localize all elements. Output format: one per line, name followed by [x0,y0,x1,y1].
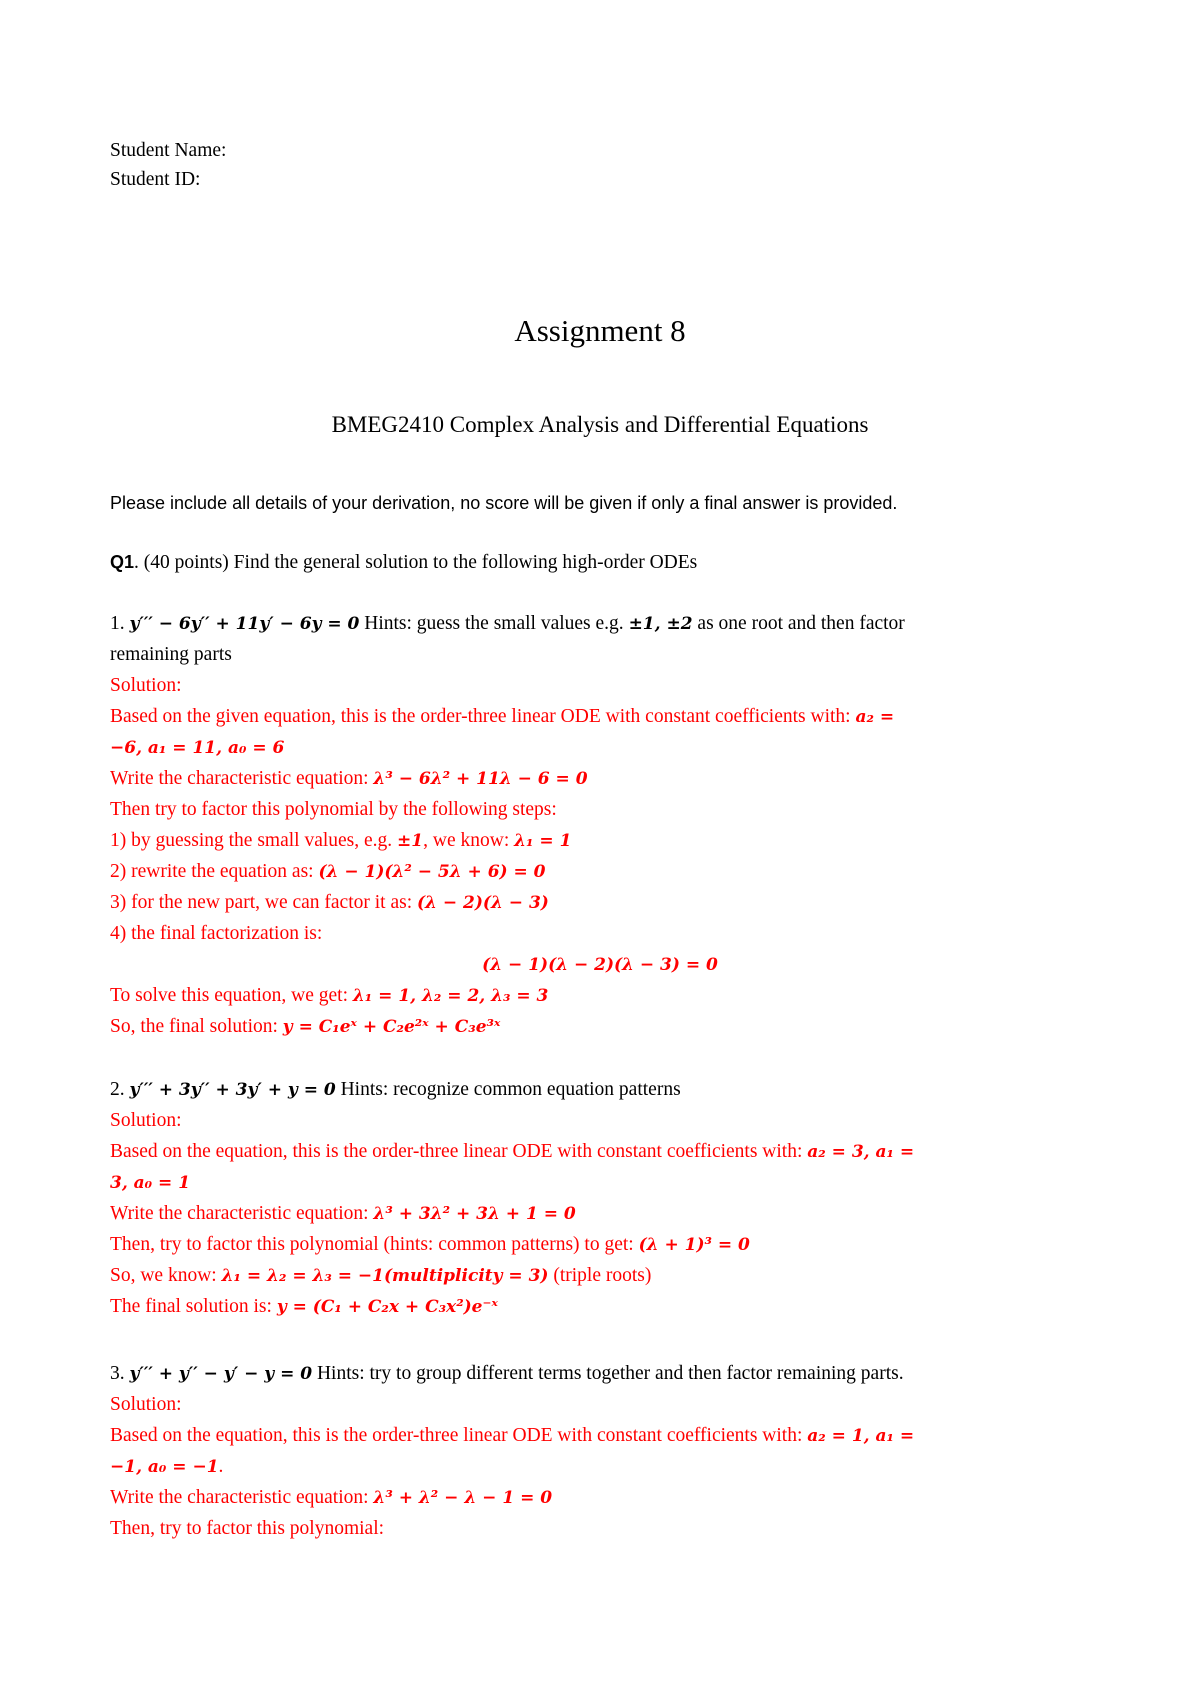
text: The final solution is: [110,1296,272,1317]
text: So, the final solution: [110,1016,278,1037]
problem-1-solution-label: Solution: [110,675,182,696]
problem-1-final-solution [110,1015,500,1039]
problem-1-number: 1. [110,613,125,634]
student-id-label: Student ID: [110,169,201,190]
problem-3-solution-line-1b [110,1455,223,1479]
problem-3-hint: Hints: try to group different terms together and then factor remaining parts. [316,1363,904,1384]
text: Write the characteristic equation: [110,768,369,789]
problem-2-solution-label: Solution: [110,1110,182,1131]
problem-2-solution-line-3 [110,1233,750,1257]
math: y = (C₁ + C₂x + C₃x²)e⁻ˣ [276,1297,498,1317]
math: 3, a₀ = 1 [110,1173,191,1193]
math: λ³ + λ² − λ − 1 = 0 [373,1488,553,1508]
problem-3-equation: y′′′ + y′′ − y′ − y = 0 [129,1364,313,1384]
course-title: BMEG2410 Complex Analysis and Differential Equations [331,412,869,437]
text: , we know: [423,830,510,851]
text: Based on the equation, this is the order-three linear ODE with constant coefficients with: [110,1425,803,1446]
problem-3-solution-line-3: Then, try to factor this polynomial: [110,1518,385,1539]
q1-heading [110,550,697,575]
math: a₂ = 3, a₁ = [807,1142,915,1162]
text: Based on the given equation, this is the order-three linear ODE with constant coefficients with: [110,706,851,727]
math: y = C₁eˣ + C₂e²ˣ + C₃e³ˣ [282,1017,501,1037]
text: 2) rewrite the equation as: [110,861,314,882]
problem-2-solution-line-2 [110,1202,576,1226]
math: λ³ + 3λ² + 3λ + 1 = 0 [373,1204,576,1224]
math: −6, a₁ = 11, a₀ = 6 [110,738,285,758]
problem-2-final-solution [110,1295,498,1319]
problem-3-solution-label: Solution: [110,1394,182,1415]
q1-intro: . (40 points) Find the general solution to the following high-order ODEs [134,552,698,573]
problem-2-solution-line-4 [110,1264,651,1288]
problem-1-equation: y′′′ − 6y′′ + 11y′ − 6y = 0 [129,614,360,634]
student-name-label: Student Name: [110,140,227,161]
text: Write the characteristic equation: [110,1487,369,1508]
problem-1-hint-cont: remaining parts [110,644,232,665]
problem-1-solution-line-9 [110,984,548,1008]
problem-1-solution-line-1b [110,736,284,760]
q1-label: Q1 [110,552,135,572]
problem-1-solution-line-4 [110,829,571,853]
text: (triple roots) [553,1265,652,1286]
math: ±1 [397,831,424,851]
problem-3-solution-line-1 [110,1424,914,1448]
math: a₂ = [855,707,895,727]
problem-1-hint: Hints: guess the small values e.g. [364,613,624,634]
instruction-text: Please include all details of your derivation, no score will be given if only a final answer is provided. [110,493,898,513]
text: Based on the equation, this is the order-three linear ODE with constant coefficients with: [110,1141,803,1162]
text: Write the characteristic equation: [110,1203,369,1224]
problem-2-equation: y′′′ + 3y′′ + 3y′ + y = 0 [129,1080,336,1100]
text: So, we know: [110,1265,217,1286]
math: (λ + 1)³ = 0 [638,1235,750,1255]
page-title: Assignment 8 [514,313,686,348]
problem-3-solution-line-2 [110,1486,552,1510]
problem-2-solution-line-1 [110,1140,914,1164]
text: To solve this equation, we get: [110,985,349,1006]
math: λ₁ = λ₂ = λ₃ = −1(multiplicity = 3) [221,1266,549,1286]
problem-2-solution-line-1b [110,1171,190,1195]
math: (λ − 1)(λ² − 5λ + 6) = 0 [318,862,546,882]
problem-2-statement [110,1078,681,1102]
math: λ³ − 6λ² + 11λ − 6 = 0 [373,769,588,789]
text: 3) for the new part, we can factor it as: [110,892,413,913]
problem-1-solution-line-6 [110,891,549,915]
math: a₂ = 1, a₁ = [807,1426,915,1446]
problem-1-hint-math: ±1, ±2 [628,614,693,634]
text: . [218,1456,224,1477]
math: λ₁ = 1, λ₂ = 2, λ₃ = 3 [352,986,549,1006]
text: 1) by guessing the small values, e.g. [110,830,393,851]
math: (λ − 1)(λ − 2)(λ − 3) = 0 [482,955,718,975]
text: Then, try to factor this polynomial (hints: common patterns) to get: [110,1234,634,1255]
problem-2-number: 2. [110,1079,125,1100]
problem-1-solution-line-1 [110,705,894,729]
math: −1, a₀ = −1 [110,1457,219,1477]
math: λ₁ = 1 [514,831,572,851]
problem-1-statement [110,612,905,636]
problem-1-solution-line-5 [110,860,546,884]
problem-2-hint: Hints: recognize common equation patterns [340,1079,681,1100]
problem-1-hint-end: as one root and then factor [697,613,905,634]
problem-1-factorization [0,953,1200,977]
problem-3-statement [110,1362,904,1386]
math: (λ − 2)(λ − 3) [417,893,549,913]
problem-1-solution-line-2 [110,767,588,791]
problem-1-solution-line-7: 4) the final factorization is: [110,923,323,944]
problem-3-number: 3. [110,1363,125,1384]
problem-1-solution-line-3: Then try to factor this polynomial by the following steps: [110,799,557,820]
